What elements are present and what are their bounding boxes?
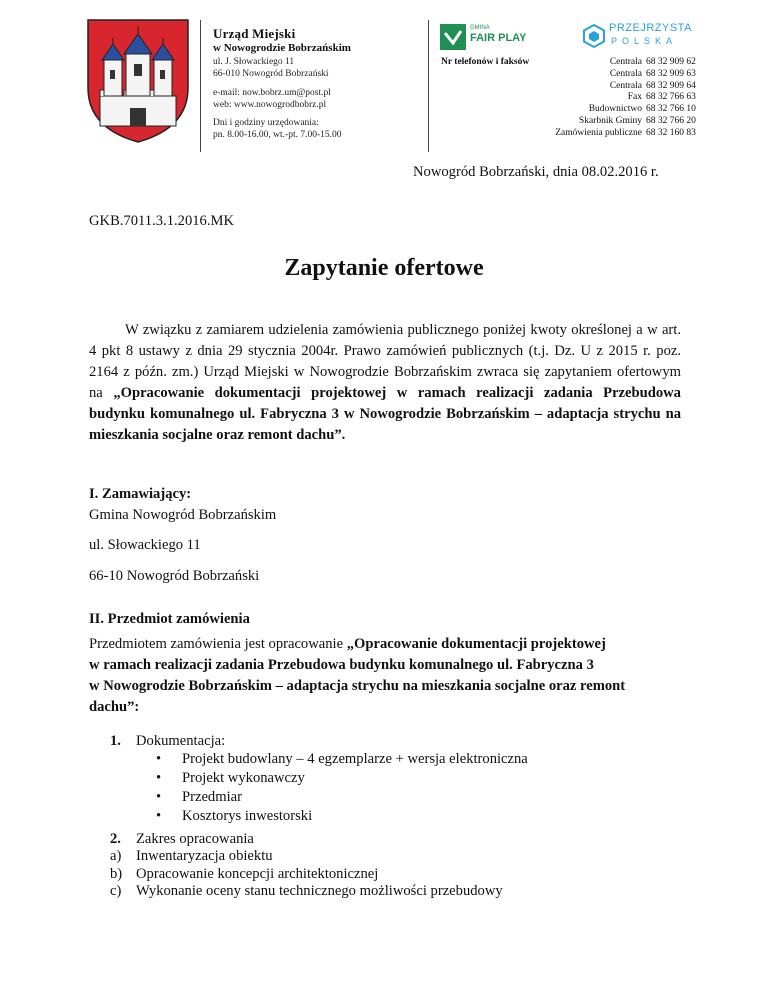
list-number: 1. (110, 733, 121, 749)
section1-heading: I. Zamawiający: (89, 486, 192, 502)
org-contact (213, 87, 331, 111)
bullet-icon: • (156, 770, 162, 786)
list-item-2 (110, 829, 254, 850)
phone-label: Centrala (609, 68, 642, 79)
list-item-text: Wykonanie oceny stanu technicznego możliwości przebudowy (136, 883, 503, 899)
intro-bold-text: „Opracowanie dokumentacji projektowej w ramach realizacji zadania Przebudowa budynku komunalnego ul. Fabryczna 3 w Nowogrodzie Bobrzańskim – adaptacja strychu na mieszkania socjalne oraz remont dachu”. (89, 385, 681, 443)
header-divider-left (200, 20, 201, 152)
section2-heading: II. Przedmiot zamówienia (89, 611, 250, 627)
list-item (156, 750, 528, 769)
address-line: 66-010 Nowogród Bobrzański (213, 69, 329, 79)
web-link[interactable]: web: www.nowogrodbobrz.pl (213, 100, 327, 110)
section2-paragraph (89, 634, 689, 718)
phone-number: 68 32 766 20 (646, 115, 696, 126)
list-item (156, 788, 528, 807)
lettered-list (110, 848, 503, 901)
document-title: Zapytanie ofertowe (284, 255, 484, 281)
bullet-icon: • (156, 808, 162, 824)
phone-number: 68 32 766 10 (646, 104, 696, 115)
phone-label: Fax (627, 92, 642, 103)
phone-label: Skarbnik Gminy (578, 115, 642, 126)
list-item (110, 848, 503, 866)
phone-label: Centrala (609, 80, 642, 91)
phone-number: 68 32 909 64 (646, 80, 696, 91)
phone-label: Budownictwo (588, 104, 642, 115)
phone-number: 68 32 766 63 (646, 92, 696, 103)
list-item-label: Zakres opracowania (136, 831, 254, 847)
phone-number: 68 32 909 63 (646, 68, 696, 79)
section2-bold-line: „Opracowanie dokumentacji projektowej (346, 636, 606, 652)
section2-bold-line: w Nowogrodzie Bobrzańskim – adaptacja strychu na mieszkania socjalne oraz remont (89, 678, 626, 694)
ordering-party-city: 66-10 Nowogród Bobrzański (89, 568, 260, 584)
list-item (156, 769, 528, 788)
list-item (110, 866, 503, 884)
phone-number: 68 32 909 62 (646, 57, 696, 67)
intro-paragraph (89, 320, 681, 446)
hours-value: pn. 8.00-16.00, wt.-pt. 7.00-15.00 (213, 130, 342, 140)
list-item-1 (110, 731, 225, 752)
bullet-icon: • (156, 751, 162, 767)
bullet-text: Przedmiar (182, 789, 242, 805)
phone-labels (555, 57, 642, 140)
phone-numbers (646, 57, 696, 140)
list-letter: c) (110, 883, 122, 899)
przejrzysta-polska-logo-icon (583, 24, 605, 48)
document-reference: GKB.7011.3.1.2016.MK (89, 213, 234, 229)
phone-label: Centrala (609, 57, 642, 67)
phone-number: 68 32 160 83 (646, 127, 696, 138)
bullet-text: Kosztorys inwestorski (182, 808, 313, 824)
polska-label: POLSKA (611, 36, 678, 46)
hours-label: Dni i godziny urzędowania: (213, 118, 319, 128)
phone-label: Zamówienia publiczne (555, 127, 642, 138)
section2-bold-line: w ramach realizacji zadania Przebudowa budynku komunalnego ul. Fabryczna 3 (89, 657, 594, 673)
list-item (156, 807, 528, 826)
coat-of-arms-icon (86, 18, 190, 144)
fairplay-gmina-label: GMINA (470, 25, 490, 31)
bullet-text: Projekt budowlany – 4 egzemplarze + wersja elektroniczna (182, 751, 528, 767)
section2-bold-line: dachu”: (89, 699, 140, 715)
phones-title: Nr telefonów i faksów (441, 57, 530, 67)
list-item (110, 883, 503, 901)
header-divider-right (428, 20, 429, 152)
bullet-list (156, 750, 528, 826)
org-name: Urząd Miejski (213, 26, 296, 41)
list-letter: a) (110, 848, 122, 864)
org-name-line2: w Nowogrodzie Bobrzańskim (213, 42, 351, 54)
przejrzysta-label: PRZEJRZYSTA (609, 22, 692, 34)
fairplay-label: FAIR PLAY (470, 32, 527, 44)
document-date: Nowogród Bobrzański, dnia 08.02.2016 r. (413, 164, 659, 180)
bullet-icon: • (156, 789, 162, 805)
list-item-label: Dokumentacja: (136, 733, 226, 749)
office-hours (213, 117, 342, 141)
list-item-text: Inwentaryzacja obiektu (136, 848, 273, 864)
ordering-party-name: Gmina Nowogród Bobrzańskim (89, 507, 277, 523)
intro-text: W związku z zamiarem udzielenia zamówienia publicznego poniżej kwoty określonej a w art. 4 pkt 8 ustawy z dnia 29 stycznia 2004r. Prawo zamówień publicznych (t.j. Dz. U z 2015 r. poz. 2164 z późn. zm.) Urząd Miejski w Nowogrodzie Bobrzańskim zwraca się zapytaniem ofertowym na (89, 322, 681, 401)
fairplay-logo-icon (440, 24, 466, 50)
ordering-party-street: ul. Słowackiego 11 (89, 537, 201, 553)
address-line: ul. J. Słowackiego 11 (213, 57, 295, 67)
list-letter: b) (110, 865, 123, 882)
org-address (213, 56, 329, 80)
email-text[interactable]: e-mail: now.bobrz.um@post.pl (213, 88, 331, 98)
list-number: 2. (110, 831, 121, 847)
section2-text: Przedmiotem zamówienia jest opracowanie (89, 636, 347, 652)
list-item-text: Opracowanie koncepcji architektonicznej (136, 865, 379, 882)
bullet-text: Projekt wykonawczy (182, 770, 305, 786)
